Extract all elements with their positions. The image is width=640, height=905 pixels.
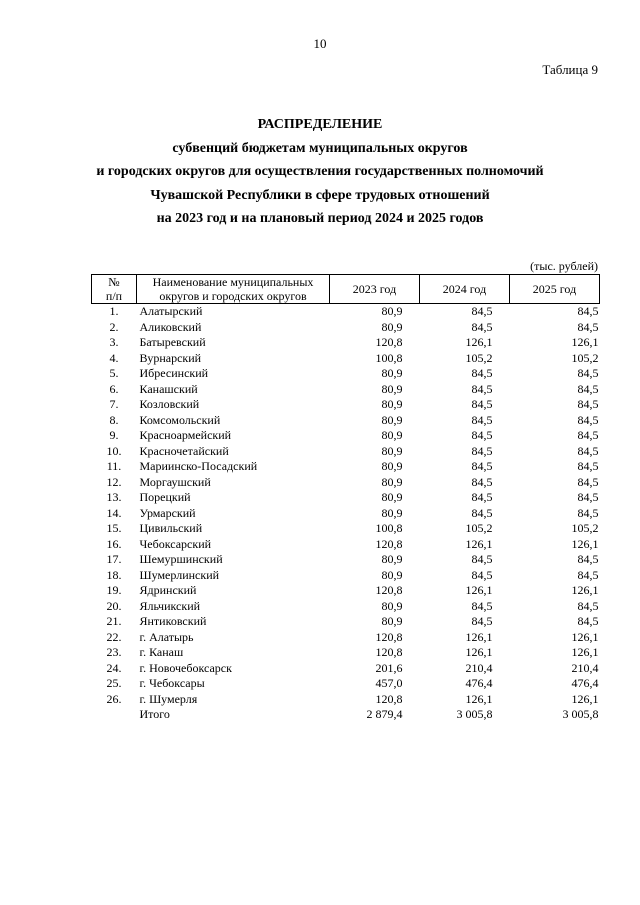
row-number: 10. bbox=[106, 443, 122, 458]
value-2024: 84,5 bbox=[471, 552, 493, 566]
title-line: и городских округов для осуществления государственных полномочий bbox=[96, 164, 544, 179]
row-name: г. Канаш bbox=[139, 645, 184, 659]
value-2023: 80,9 bbox=[381, 366, 403, 380]
table-row bbox=[92, 459, 600, 475]
value-2024: 105,2 bbox=[465, 521, 493, 535]
row-number: 4. bbox=[109, 350, 119, 365]
value-2024: 84,5 bbox=[471, 459, 493, 473]
row-number: 14. bbox=[106, 505, 122, 520]
table-row bbox=[92, 599, 600, 615]
value-2023: 80,9 bbox=[381, 490, 403, 504]
row-number: 25. bbox=[106, 676, 122, 690]
row-number: 7. bbox=[109, 397, 119, 411]
value-2025: 84,5 bbox=[577, 428, 599, 442]
header-2025: 2025 год bbox=[510, 275, 600, 304]
row-name: Комсомольский bbox=[139, 412, 221, 427]
value-2024: 84,5 bbox=[471, 490, 493, 504]
value-2023: 80,9 bbox=[381, 474, 403, 489]
value-2023: 201,6 bbox=[375, 660, 403, 675]
table-row bbox=[92, 320, 600, 336]
row-name: Моргаушский bbox=[139, 474, 211, 489]
row-number: 18. bbox=[106, 567, 122, 582]
row-number: 3. bbox=[109, 335, 119, 349]
value-2024: 84,5 bbox=[471, 366, 493, 380]
row-name: Красноармейский bbox=[139, 428, 232, 442]
value-2023: 80,9 bbox=[381, 319, 403, 334]
row-number: 13. bbox=[106, 490, 122, 504]
row-number: 26. bbox=[106, 691, 122, 706]
value-2024: 84,5 bbox=[471, 319, 493, 334]
header-2024: 2024 год bbox=[420, 275, 510, 304]
row-name: Аликовский bbox=[139, 319, 202, 334]
value-2024: 126,1 bbox=[465, 645, 493, 659]
table-row bbox=[92, 335, 600, 351]
value-2025: 84,5 bbox=[577, 490, 599, 504]
value-2024: 84,5 bbox=[471, 397, 493, 411]
table-row bbox=[92, 521, 600, 537]
row-number: 20. bbox=[106, 598, 122, 613]
title-line: на 2023 год и на плановый период 2024 и 2025 годов bbox=[156, 211, 484, 226]
title-line: РАСПРЕДЕЛЕНИЕ bbox=[257, 117, 383, 132]
row-name: Урмарский bbox=[139, 505, 196, 520]
table-header bbox=[92, 275, 600, 304]
value-2023: 80,9 bbox=[381, 443, 403, 458]
title-line: Чувашской Республики в сфере трудовых отношений bbox=[150, 187, 490, 203]
row-name: Вурнарский bbox=[139, 350, 202, 365]
value-2024: 126,1 bbox=[465, 536, 493, 551]
value-2025: 84,5 bbox=[577, 319, 599, 334]
value-2024: 84,5 bbox=[471, 381, 493, 396]
page-number: 10 bbox=[313, 36, 327, 51]
row-number: 21. bbox=[106, 614, 122, 628]
value-2024: 126,1 bbox=[465, 691, 493, 706]
value-2023: 120,8 bbox=[375, 536, 403, 551]
value-2025: 126,1 bbox=[571, 629, 599, 644]
header-name bbox=[137, 275, 330, 304]
value-2023: 80,9 bbox=[381, 428, 403, 442]
row-name: Ядринский bbox=[139, 583, 197, 597]
value-2023: 120,8 bbox=[375, 645, 403, 659]
row-number: 15. bbox=[106, 521, 122, 535]
row-number: 23. bbox=[106, 645, 122, 659]
value-2023: 80,9 bbox=[381, 397, 403, 411]
value-2025: 84,5 bbox=[577, 412, 599, 427]
table-body bbox=[92, 304, 600, 723]
row-name: Ибресинский bbox=[139, 366, 209, 380]
value-2025: 84,5 bbox=[577, 505, 599, 520]
value-2025: 105,2 bbox=[571, 350, 599, 365]
row-name: Козловский bbox=[139, 397, 200, 411]
value-2024: 210,4 bbox=[465, 660, 493, 675]
value-2025: 84,5 bbox=[577, 304, 599, 318]
title-line: субвенций бюджетам муниципальных округов bbox=[172, 140, 468, 156]
table-row bbox=[92, 413, 600, 429]
value-2025: 84,5 bbox=[577, 397, 599, 411]
table-row bbox=[92, 506, 600, 522]
value-2025: 84,5 bbox=[577, 443, 599, 458]
value-2025: 210,4 bbox=[571, 660, 599, 675]
row-number: 16. bbox=[106, 536, 122, 551]
row-number: 8. bbox=[109, 412, 119, 427]
total-2025: 3 005,8 bbox=[562, 707, 599, 721]
table-row bbox=[92, 614, 600, 630]
table-row bbox=[92, 444, 600, 460]
table-row bbox=[92, 568, 600, 584]
header-2023: 2023 год bbox=[330, 275, 420, 304]
value-2023: 80,9 bbox=[381, 598, 403, 613]
value-2024: 126,1 bbox=[465, 583, 493, 597]
total-label: Итого bbox=[139, 707, 170, 721]
value-2025: 84,5 bbox=[577, 366, 599, 380]
table-row bbox=[92, 661, 600, 677]
value-2023: 120,8 bbox=[375, 691, 403, 706]
table-row bbox=[92, 630, 600, 646]
value-2024: 126,1 bbox=[465, 629, 493, 644]
row-number: 24. bbox=[106, 660, 122, 675]
document-title bbox=[60, 113, 580, 231]
value-2025: 105,2 bbox=[571, 521, 599, 535]
row-name: Яльчикский bbox=[139, 598, 201, 613]
value-2025: 126,1 bbox=[571, 335, 599, 349]
table-row bbox=[92, 304, 600, 320]
row-name: Чебоксарский bbox=[139, 536, 212, 551]
value-2024: 84,5 bbox=[471, 304, 493, 318]
value-2024: 84,5 bbox=[471, 412, 493, 427]
row-name: г. Чебоксары bbox=[139, 676, 205, 690]
value-2023: 80,9 bbox=[381, 614, 403, 628]
value-2023: 80,9 bbox=[381, 567, 403, 582]
row-name: Мариинско-Посадский bbox=[139, 459, 258, 473]
value-2024: 84,5 bbox=[471, 505, 493, 520]
header-number-line2: п/п bbox=[105, 289, 123, 303]
total-row bbox=[92, 707, 600, 723]
table-row bbox=[92, 382, 600, 398]
table-row bbox=[92, 552, 600, 568]
row-name: г. Алатырь bbox=[139, 629, 194, 644]
table-row bbox=[92, 475, 600, 491]
table-label: Таблица 9 bbox=[542, 62, 598, 77]
value-2024: 84,5 bbox=[471, 567, 493, 582]
value-2025: 84,5 bbox=[577, 552, 599, 566]
row-name: Батыревский bbox=[139, 335, 206, 349]
value-2023: 120,8 bbox=[375, 629, 403, 644]
value-2025: 126,1 bbox=[571, 645, 599, 659]
value-2023: 80,9 bbox=[381, 412, 403, 427]
value-2023: 80,9 bbox=[381, 381, 403, 396]
table-row bbox=[92, 397, 600, 413]
value-2024: 84,5 bbox=[471, 428, 493, 442]
table-row bbox=[92, 428, 600, 444]
row-number: 6. bbox=[109, 381, 119, 396]
value-2023: 80,9 bbox=[381, 459, 403, 473]
value-2024: 126,1 bbox=[465, 335, 493, 349]
total-2023: 2 879,4 bbox=[366, 707, 403, 721]
row-name: г. Шумерля bbox=[139, 691, 198, 706]
value-2025: 126,1 bbox=[571, 691, 599, 706]
value-2025: 84,5 bbox=[577, 459, 599, 473]
row-name: Шемуршинский bbox=[139, 552, 223, 566]
row-name: Цивильский bbox=[139, 521, 203, 535]
row-name: Порецкий bbox=[139, 490, 191, 504]
row-name: Канашский bbox=[139, 381, 198, 396]
row-number: 19. bbox=[106, 583, 122, 597]
total-2024: 3 005,8 bbox=[456, 707, 493, 721]
value-2023: 457,0 bbox=[375, 676, 403, 690]
row-number: 11. bbox=[106, 459, 122, 473]
table-row bbox=[92, 676, 600, 692]
table-row bbox=[92, 366, 600, 382]
table-row bbox=[92, 645, 600, 661]
row-name: г. Новочебоксарск bbox=[139, 660, 232, 675]
table-row bbox=[92, 490, 600, 506]
value-2023: 80,9 bbox=[381, 552, 403, 566]
value-2023: 120,8 bbox=[375, 335, 403, 349]
value-2025: 84,5 bbox=[577, 381, 599, 396]
value-2025: 84,5 bbox=[577, 598, 599, 613]
value-2024: 84,5 bbox=[471, 443, 493, 458]
header-number-line1: № bbox=[108, 275, 120, 289]
value-2023: 80,9 bbox=[381, 505, 403, 520]
row-number: 9. bbox=[109, 428, 119, 442]
row-name: Красночетайский bbox=[139, 443, 229, 458]
value-2023: 100,8 bbox=[375, 521, 403, 535]
row-number: 17. bbox=[106, 552, 122, 566]
row-number: 12. bbox=[106, 474, 122, 489]
row-number: 2. bbox=[109, 319, 119, 334]
row-number: 1. bbox=[109, 304, 119, 318]
value-2024: 84,5 bbox=[471, 614, 493, 628]
value-2023: 80,9 bbox=[381, 304, 403, 318]
allocation-table bbox=[91, 274, 600, 723]
row-name: Шумерлинский bbox=[139, 567, 220, 582]
value-2024: 84,5 bbox=[471, 598, 493, 613]
value-2024: 476,4 bbox=[465, 676, 493, 690]
row-name: Алатырский bbox=[139, 304, 203, 318]
value-2023: 100,8 bbox=[375, 350, 403, 365]
row-number: 22. bbox=[106, 629, 122, 644]
value-2023: 120,8 bbox=[375, 583, 403, 597]
value-2025: 84,5 bbox=[577, 567, 599, 582]
table-row bbox=[92, 692, 600, 708]
total-spacer bbox=[92, 707, 137, 723]
row-name: Янтиковский bbox=[139, 614, 207, 628]
table-row bbox=[92, 351, 600, 367]
value-2025: 126,1 bbox=[571, 536, 599, 551]
value-2025: 84,5 bbox=[577, 614, 599, 628]
header-number bbox=[92, 275, 137, 304]
table-row bbox=[92, 537, 600, 553]
units-note: (тыс. рублей) bbox=[530, 259, 598, 273]
row-number: 5. bbox=[109, 366, 119, 380]
header-name-line1: Наименование муниципальных bbox=[152, 275, 314, 289]
header-name-line2: округов и городских округов bbox=[159, 289, 307, 303]
value-2025: 476,4 bbox=[571, 676, 599, 690]
value-2024: 84,5 bbox=[471, 474, 493, 489]
value-2024: 105,2 bbox=[465, 350, 493, 365]
table-row bbox=[92, 583, 600, 599]
value-2025: 84,5 bbox=[577, 474, 599, 489]
value-2025: 126,1 bbox=[571, 583, 599, 597]
